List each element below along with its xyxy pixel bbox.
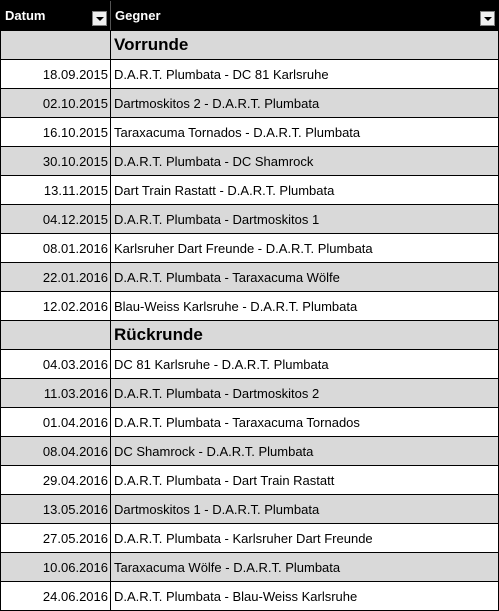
opponent-cell[interactable]: D.A.R.T. Plumbata - Karlsruher Dart Freunde <box>114 531 373 546</box>
date-cell[interactable]: 22.01.2016 <box>1 263 111 291</box>
opponent-cell[interactable]: D.A.R.T. Plumbata - Taraxacuma Tornados <box>114 415 360 430</box>
date-cell[interactable]: 29.04.2016 <box>1 466 111 494</box>
table-row[interactable] <box>1 436 498 465</box>
opponent-cell[interactable]: DC Shamrock - D.A.R.T. Plumbata <box>114 444 314 459</box>
opponent-cell[interactable]: D.A.R.T. Plumbata - Blau-Weiss Karlsruhe <box>114 589 358 604</box>
opponent-cell[interactable]: D.A.R.T. Plumbata - Taraxacuma Wölfe <box>114 270 340 285</box>
header-date-label: Datum <box>5 8 46 23</box>
table-row[interactable] <box>1 233 498 262</box>
date-cell[interactable]: 13.05.2016 <box>1 495 111 523</box>
table-row[interactable] <box>1 59 498 88</box>
header-opponent[interactable] <box>111 1 498 30</box>
opponent-cell[interactable]: Taraxacuma Tornados - D.A.R.T. Plumbata <box>114 125 361 140</box>
table-row[interactable] <box>1 117 498 146</box>
date-cell[interactable]: 08.04.2016 <box>1 437 111 465</box>
table-row[interactable] <box>1 88 498 117</box>
date-filter-dropdown-icon[interactable] <box>92 11 107 26</box>
date-cell[interactable]: 11.03.2016 <box>1 379 111 407</box>
opponent-cell[interactable]: D.A.R.T. Plumbata - Dartmoskitos 2 <box>114 386 320 401</box>
date-cell[interactable]: 08.01.2016 <box>1 234 111 262</box>
table-row[interactable] <box>1 146 498 175</box>
table-row[interactable] <box>1 523 498 552</box>
table-row[interactable] <box>1 581 498 610</box>
opponent-cell[interactable]: D.A.R.T. Plumbata - Dart Train Rastatt <box>114 473 335 488</box>
table-row[interactable] <box>1 262 498 291</box>
opponent-cell[interactable]: Karlsruher Dart Freunde - D.A.R.T. Plumbata <box>114 241 373 256</box>
opponent-filter-dropdown-icon[interactable] <box>480 11 495 26</box>
section-date-cell[interactable] <box>1 31 111 59</box>
header-opponent-label: Gegner <box>115 8 161 23</box>
opponent-cell[interactable]: Blau-Weiss Karlsruhe - D.A.R.T. Plumbata <box>114 299 358 314</box>
date-cell[interactable]: 10.06.2016 <box>1 553 111 581</box>
opponent-cell[interactable]: Dartmoskitos 2 - D.A.R.T. Plumbata <box>114 96 320 111</box>
table-row[interactable] <box>1 204 498 233</box>
date-cell[interactable]: 04.03.2016 <box>1 350 111 378</box>
header-date[interactable] <box>1 1 111 30</box>
table-row[interactable] <box>1 465 498 494</box>
opponent-cell[interactable]: Dart Train Rastatt - D.A.R.T. Plumbata <box>114 183 335 198</box>
section-title[interactable]: Rückrunde <box>114 325 203 344</box>
table-row[interactable] <box>1 552 498 581</box>
section-row-rueckrunde[interactable] <box>1 320 498 349</box>
table-row[interactable] <box>1 494 498 523</box>
date-cell[interactable]: 04.12.2015 <box>1 205 111 233</box>
table-row[interactable] <box>1 378 498 407</box>
table-header <box>1 1 498 30</box>
table-row[interactable] <box>1 407 498 436</box>
opponent-cell[interactable]: D.A.R.T. Plumbata - Dartmoskitos 1 <box>114 212 320 227</box>
opponent-cell[interactable]: Taraxacuma Wölfe - D.A.R.T. Plumbata <box>114 560 341 575</box>
table-row[interactable] <box>1 291 498 320</box>
date-cell[interactable]: 24.06.2016 <box>1 582 111 610</box>
date-cell[interactable]: 02.10.2015 <box>1 89 111 117</box>
date-cell[interactable]: 18.09.2015 <box>1 60 111 88</box>
date-cell[interactable]: 01.04.2016 <box>1 408 111 436</box>
date-cell[interactable]: 30.10.2015 <box>1 147 111 175</box>
section-date-cell[interactable] <box>1 321 111 349</box>
table-row[interactable] <box>1 175 498 204</box>
opponent-cell[interactable]: D.A.R.T. Plumbata - DC Shamrock <box>114 154 314 169</box>
date-cell[interactable]: 16.10.2015 <box>1 118 111 146</box>
table-row[interactable] <box>1 349 498 378</box>
date-cell[interactable]: 27.05.2016 <box>1 524 111 552</box>
opponent-cell[interactable]: D.A.R.T. Plumbata - DC 81 Karlsruhe <box>114 67 329 82</box>
section-row-vorrunde[interactable] <box>1 30 498 59</box>
date-cell[interactable]: 13.11.2015 <box>1 176 111 204</box>
date-cell[interactable]: 12.02.2016 <box>1 292 111 320</box>
opponent-cell[interactable]: DC 81 Karlsruhe - D.A.R.T. Plumbata <box>114 357 329 372</box>
section-title[interactable]: Vorrunde <box>114 35 189 54</box>
opponent-cell[interactable]: Dartmoskitos 1 - D.A.R.T. Plumbata <box>114 502 320 517</box>
